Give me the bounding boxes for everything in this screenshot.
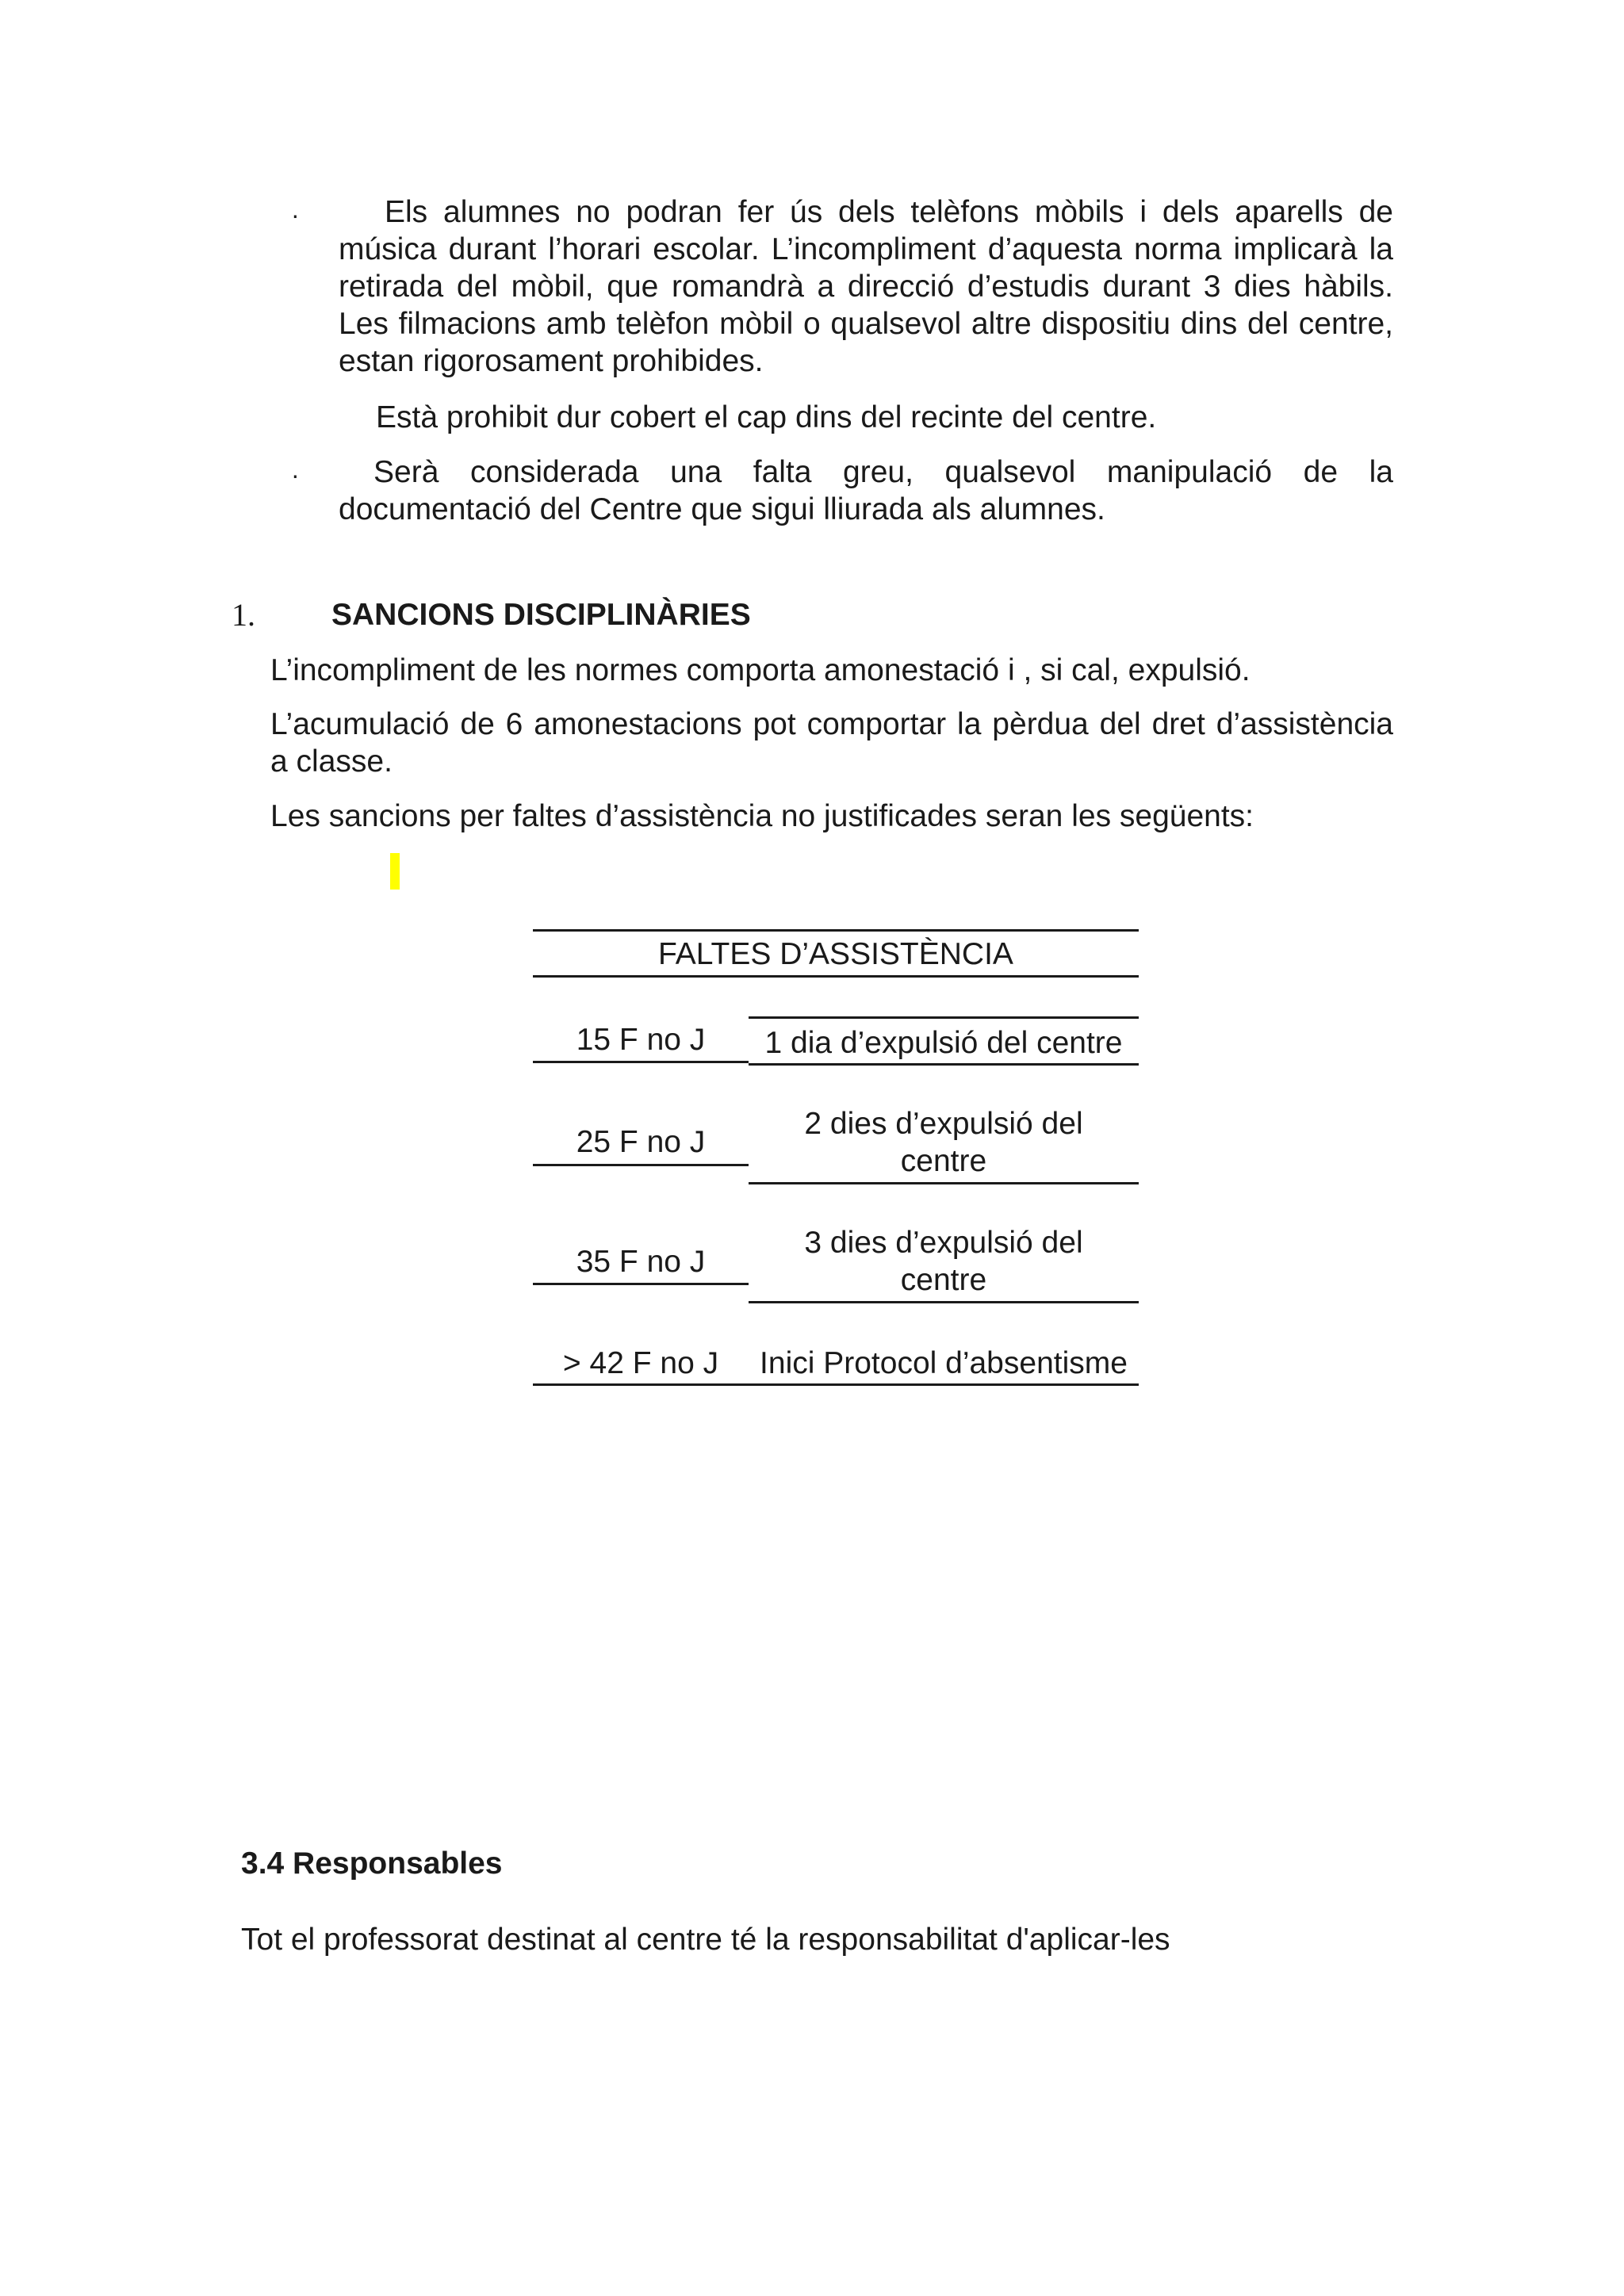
table-rule — [533, 975, 1139, 978]
table-rule — [749, 1301, 1139, 1303]
table-cell-sancio: 2 dies d’expulsió del centre — [804, 1107, 1083, 1178]
table-cell-sancio: Inici Protocol d’absentisme — [760, 1346, 1128, 1380]
table-rule — [533, 1383, 1139, 1386]
section-heading: 3.4 Responsables — [241, 1846, 503, 1881]
table-rule — [533, 1283, 749, 1285]
table-rule — [749, 1016, 1139, 1019]
paragraph-responsibles: Tot el professorat destinat al centre té la responsabilitat d'aplicar-les — [241, 1923, 1170, 1957]
paragraph-sanctions-intro: Les sancions per faltes d’assistència no justificades seran les següents: — [270, 799, 1254, 833]
table-cell-sancio: 1 dia d’expulsió del centre — [764, 1026, 1123, 1060]
rule-item-documentation: Serà considerada una falta greu, qualsevol manipulació de la documentació del Centre que sigui lliurada als alumnes. — [339, 455, 1393, 526]
table-rule — [533, 1164, 749, 1166]
table-cell-sancio: 3 dies d’expulsió del centre — [804, 1226, 1083, 1297]
table-header: FALTES D’ASSISTÈNCIA — [658, 937, 1013, 971]
rule-item-head-covering: Està prohibit dur cobert el cap dins del recinte del centre. — [376, 400, 1157, 434]
paragraph-warnings: L’acumulació de 6 amonestacions pot comportar la pèrdua del dret d’assistència a classe. — [270, 707, 1393, 779]
section-heading: SANCIONS DISCIPLINÀRIES — [331, 598, 751, 632]
table-rule — [749, 1063, 1139, 1066]
table-cell-faltes: 15 F no J — [576, 1023, 706, 1057]
rule-item-mobile-phones: Els alumnes no podran fer ús dels telèfons mòbils i dels aparells de música durant l’horari escolar. L’incompliment d’aquesta norma implicarà la retirada del mòbil, que romandrà a direcció d’estudis durant 3 dies hàbils. Les filmacions amb telèfon mòbil o qualsevol altre dispositiu dins del centre, estan rigorosament prohibides. — [339, 195, 1393, 378]
paragraph-noncompliance: L’incompliment de les normes comporta amonestació i , si cal, expulsió. — [270, 653, 1251, 687]
bullet-marker: · — [291, 461, 300, 489]
highlight-mark — [390, 853, 400, 890]
table-rule — [533, 1061, 749, 1063]
table-cell-faltes: > 42 F no J — [562, 1346, 719, 1380]
table-cell-faltes: 25 F no J — [576, 1125, 706, 1159]
table-rule — [749, 1182, 1139, 1184]
table-cell-faltes: 35 F no J — [576, 1245, 706, 1279]
section-number: 1. — [232, 597, 255, 633]
bullet-marker: · — [291, 201, 300, 229]
table-rule — [533, 929, 1139, 932]
